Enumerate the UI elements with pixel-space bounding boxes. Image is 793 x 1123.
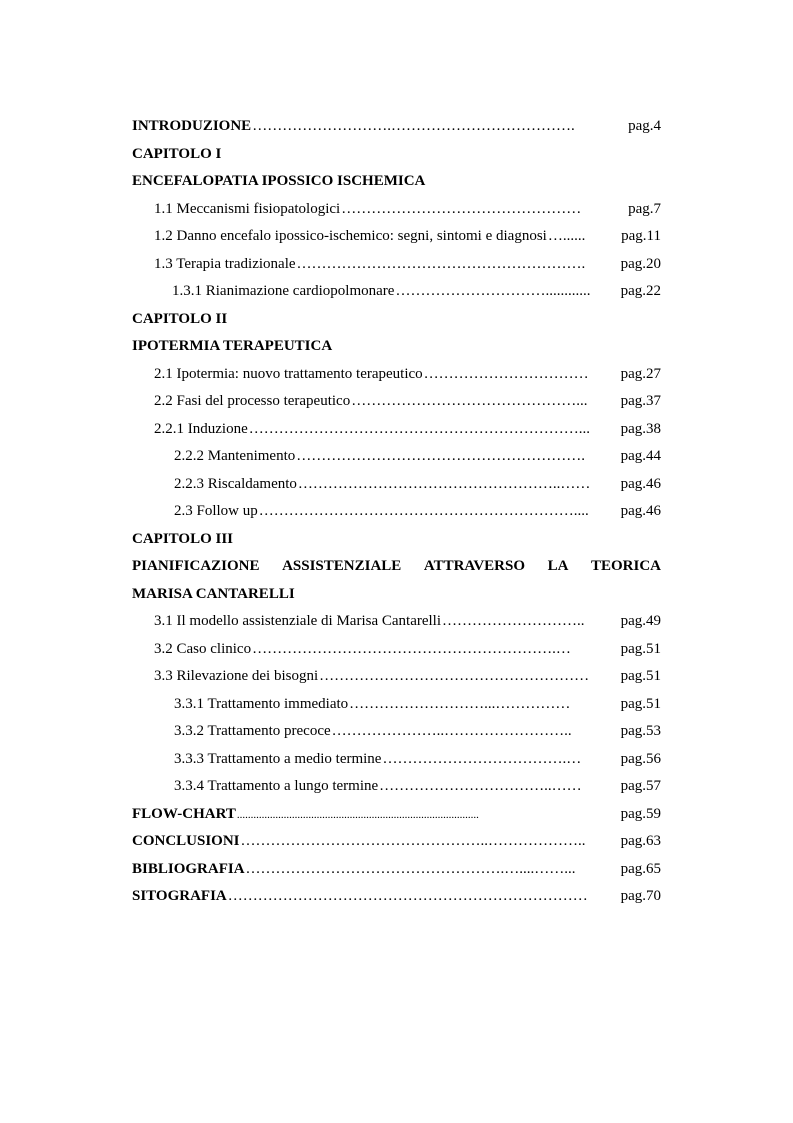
chapter-1-label: CAPITOLO I	[132, 145, 222, 162]
toc-entry-title: INTRODUZIONE	[132, 118, 252, 134]
toc-page-number: pag.51	[620, 695, 661, 712]
toc-leader-dots: …………………..……………………..	[331, 723, 572, 739]
chapter-3-title-word: TEORICA	[590, 558, 661, 574]
toc-leader-dots: …………………………............	[395, 283, 591, 299]
toc-entry-introduzione[interactable]	[132, 113, 661, 141]
toc-entry-3-3-2[interactable]	[132, 718, 661, 746]
toc-page-number: pag.11	[621, 228, 661, 244]
toc-entry-1-1[interactable]	[132, 196, 661, 224]
toc-leader-dots: ……………………………………………..……	[297, 475, 591, 492]
chapter-2-label: CAPITOLO II	[132, 310, 228, 327]
toc-page-number: pag.38	[620, 420, 661, 437]
toc-leader-dots: ………………………………………………	[319, 668, 590, 684]
toc-entry-2-1[interactable]	[132, 361, 661, 389]
chapter-3-title-word: LA	[547, 558, 569, 574]
toc-entry-title: FLOW-CHART	[132, 805, 236, 822]
toc-entry-title: 1.1 Meccanismi fisiopatologici	[154, 200, 341, 217]
toc-page-number: pag.70	[620, 888, 661, 904]
toc-entry-title: 2.1 Ipotermia: nuovo trattamento terapeutico	[154, 365, 423, 382]
toc-entry-1-2[interactable]	[132, 223, 661, 251]
toc-entry-3-3[interactable]	[132, 663, 661, 691]
toc-entry-title: CONCLUSIONI	[132, 833, 240, 849]
toc-entry-title: 1.3 Terapia tradizionale	[154, 255, 296, 272]
toc-page-number: pag.22	[620, 283, 661, 299]
toc-page-number: pag.7	[628, 200, 661, 217]
toc-entry-title: 3.3.3 Trattamento a medio termine	[174, 750, 382, 767]
toc-leader-dots: ……………………….……………………………….	[252, 118, 575, 134]
toc-entry-sitografia[interactable]	[132, 883, 661, 911]
toc-page-number: pag.51	[620, 668, 661, 684]
toc-entry-title: 1.2 Danno encefalo ipossico-ischemico: segni, sintomi e diagnosi	[154, 228, 547, 244]
chapter-3-title-word: PIANIFICAZIONE	[132, 558, 260, 574]
toc-page-number: pag.49	[620, 613, 661, 629]
toc-page-number: pag.27	[620, 365, 661, 382]
toc-entry-title: 3.3.2 Trattamento precoce	[174, 723, 331, 739]
toc-leader-dots: ……………………………….…	[382, 750, 582, 767]
toc-entry-3-1[interactable]	[132, 608, 661, 636]
toc-page-number: pag.57	[620, 778, 661, 794]
toc-leader-dots: ………………………………………...	[351, 393, 588, 409]
toc-entry-2-3[interactable]	[132, 498, 661, 526]
toc-entry-title: 3.2 Caso clinico	[154, 640, 252, 657]
toc-entry-title: 2.2.2 Mantenimento	[174, 448, 296, 464]
toc-leader-dots: …………………………………………….…....……...	[245, 860, 576, 877]
toc-page-number: pag.44	[620, 448, 661, 464]
chapter-3-label: CAPITOLO III	[132, 530, 234, 547]
toc-leader-dots: …………………………………………………………...	[248, 420, 590, 437]
toc-entry-conclusioni[interactable]	[132, 828, 661, 856]
toc-entry-title: SITOGRAFIA	[132, 888, 227, 904]
toc-entry-1-3[interactable]	[132, 251, 661, 279]
toc-entry-title: 3.3 Rilevazione dei bisogni	[154, 668, 319, 684]
toc-leader-dots: ……………………………..……	[379, 778, 582, 794]
chapter-3-title-line-2: MARISA CANTARELLI	[132, 585, 295, 602]
toc-entry-flow-chart[interactable]	[132, 801, 661, 829]
toc-page-number: pag.20	[620, 255, 661, 272]
toc-leader-dots: ………………………...……………	[349, 695, 571, 712]
toc-entry-3-2[interactable]	[132, 636, 661, 664]
toc-leader-dots: ………………………………………………………....	[258, 503, 589, 519]
toc-entry-3-3-3[interactable]	[132, 746, 661, 774]
toc-entry-3-3-4[interactable]	[132, 773, 661, 801]
toc-entry-2-2-3[interactable]	[132, 471, 661, 499]
toc-page-number: pag.37	[620, 393, 661, 409]
toc-leader-dots: ……………………………	[423, 365, 589, 382]
toc-page-number: pag.53	[620, 723, 661, 739]
toc-entry-1-3-1[interactable]	[132, 278, 661, 306]
toc-leader-dots: ………………………………………………….	[296, 448, 585, 464]
toc-entry-title: 1.3.1 Rianimazione cardiopolmonare	[172, 283, 395, 299]
toc-entry-3-3-1[interactable]	[132, 691, 661, 719]
toc-entry-title: 3.1 Il modello assistenziale di Marisa Cantarelli	[154, 613, 442, 629]
chapter-3-title-word: ATTRAVERSO	[423, 558, 526, 574]
chapter-3-title-line-1	[132, 553, 661, 581]
toc-page-number: pag.51	[620, 640, 661, 657]
toc-page-number: pag.63	[620, 833, 661, 849]
toc-leader-dots: …………………………………………..………………..	[240, 833, 586, 849]
toc-leader-dots: …………………………………………	[341, 200, 582, 217]
toc-entry-2-2-1[interactable]	[132, 416, 661, 444]
toc-entry-title: 3.3.1 Trattamento immediato	[174, 695, 349, 712]
toc-entry-title: BIBLIOGRAFIA	[132, 860, 245, 877]
chapter-3-title-word: ASSISTENZIALE	[282, 558, 402, 574]
toc-entry-title: 2.3 Follow up	[174, 503, 258, 519]
toc-leader-dots: …………………………………………………….…	[252, 640, 571, 657]
toc-page-number: pag.46	[620, 503, 661, 519]
chapter-1-title: ENCEFALOPATIA IPOSSICO ISCHEMICA	[132, 173, 426, 189]
toc-entry-2-2[interactable]	[132, 388, 661, 416]
chapter-2-title: IPOTERMIA TERAPEUTICA	[132, 338, 333, 354]
toc-page-number: pag.65	[620, 860, 661, 877]
toc-leader-dots: ........................................................................................	[236, 808, 479, 821]
toc-entry-bibliografia[interactable]	[132, 856, 661, 884]
toc-page-number: pag.46	[620, 475, 661, 492]
toc-entry-title: 2.2.3 Riscaldamento	[174, 475, 297, 492]
toc-leader-dots: ………………………………………………………………	[227, 888, 588, 904]
toc-leader-dots: ………………………..	[442, 613, 585, 629]
toc-page-number: pag.59	[620, 805, 661, 822]
toc-page-number: pag.56	[620, 750, 661, 767]
toc-page-number: pag.4	[628, 118, 661, 134]
toc-entry-title: 2.2.1 Induzione	[154, 420, 248, 437]
toc-entry-title: 3.3.4 Trattamento a lungo termine	[174, 778, 379, 794]
toc-leader-dots: …......	[547, 228, 586, 244]
toc-entry-title: 2.2 Fasi del processo terapeutico	[154, 393, 351, 409]
table-of-contents	[132, 113, 661, 911]
toc-leader-dots: ………………………………………………….	[296, 255, 586, 272]
toc-entry-2-2-2[interactable]	[132, 443, 661, 471]
